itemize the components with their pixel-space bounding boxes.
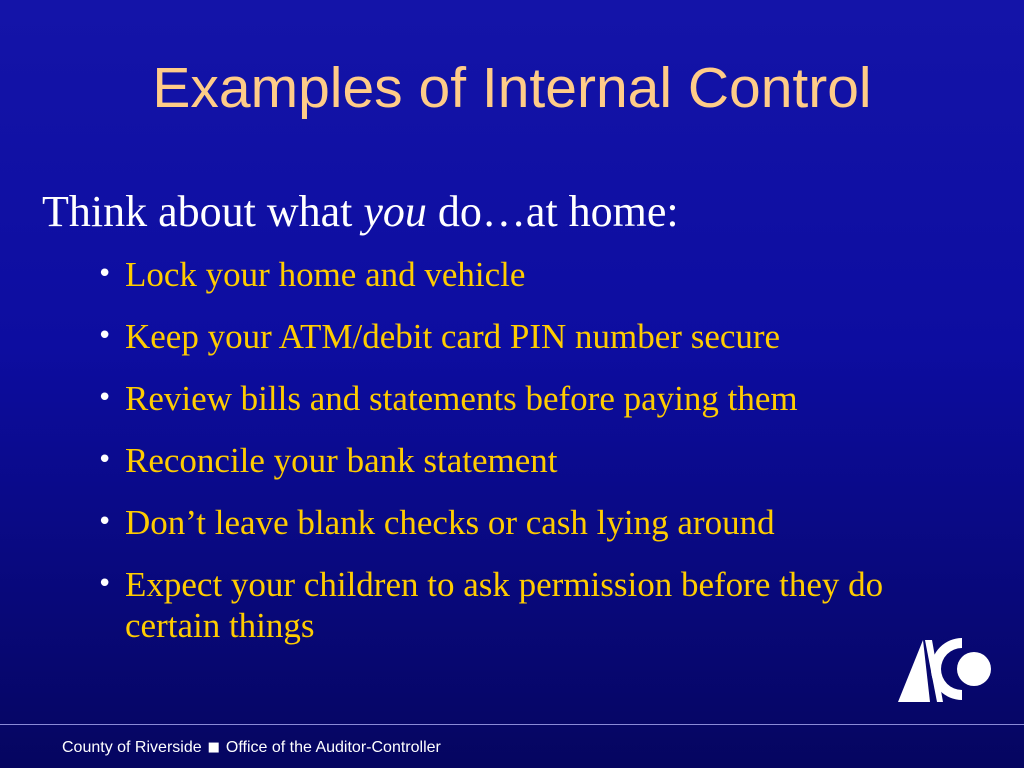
bullet-dot-icon: • — [97, 383, 113, 413]
slide-title: Examples of Internal Control — [152, 56, 872, 120]
footer-divider — [0, 724, 1024, 725]
bullet-item — [97, 254, 977, 295]
bullet-item — [97, 502, 977, 543]
bullet-item — [97, 378, 977, 419]
bullet-list — [97, 254, 977, 667]
footer-office: Office of the Auditor-Controller — [225, 739, 441, 756]
bullet-dot-icon: • — [97, 507, 113, 537]
bullet-text: Expect your children to ask permission before they do certain things — [125, 565, 884, 645]
footer-separator-icon: ■ — [207, 740, 220, 755]
bullet-text: Review bills and statements before paying them — [125, 379, 798, 418]
bullet-dot-icon: • — [97, 569, 113, 599]
logo-dot-shape — [957, 652, 991, 686]
logo-triangle-shape — [898, 640, 930, 702]
bullet-dot-icon: • — [97, 259, 113, 289]
bullet-dot-icon: • — [97, 321, 113, 351]
auditor-controller-logo-icon — [896, 634, 996, 704]
lead-text — [42, 187, 679, 236]
bullet-text: Don’t leave blank checks or cash lying around — [125, 503, 775, 542]
bullet-text: Reconcile your bank statement — [125, 441, 558, 480]
lead-text-emphasis: you — [363, 187, 427, 236]
bullet-item — [97, 564, 977, 646]
bullet-text: Lock your home and vehicle — [125, 255, 526, 294]
bullet-item — [97, 440, 977, 481]
lead-text-after: do…at home: — [426, 187, 679, 236]
footer — [62, 739, 441, 757]
footer-county: County of Riverside — [62, 739, 202, 756]
bullet-item — [97, 316, 977, 357]
bullet-text: Keep your ATM/debit card PIN number secure — [125, 317, 781, 356]
lead-text-before: Think about what — [42, 187, 364, 236]
bullet-dot-icon: • — [97, 445, 113, 475]
